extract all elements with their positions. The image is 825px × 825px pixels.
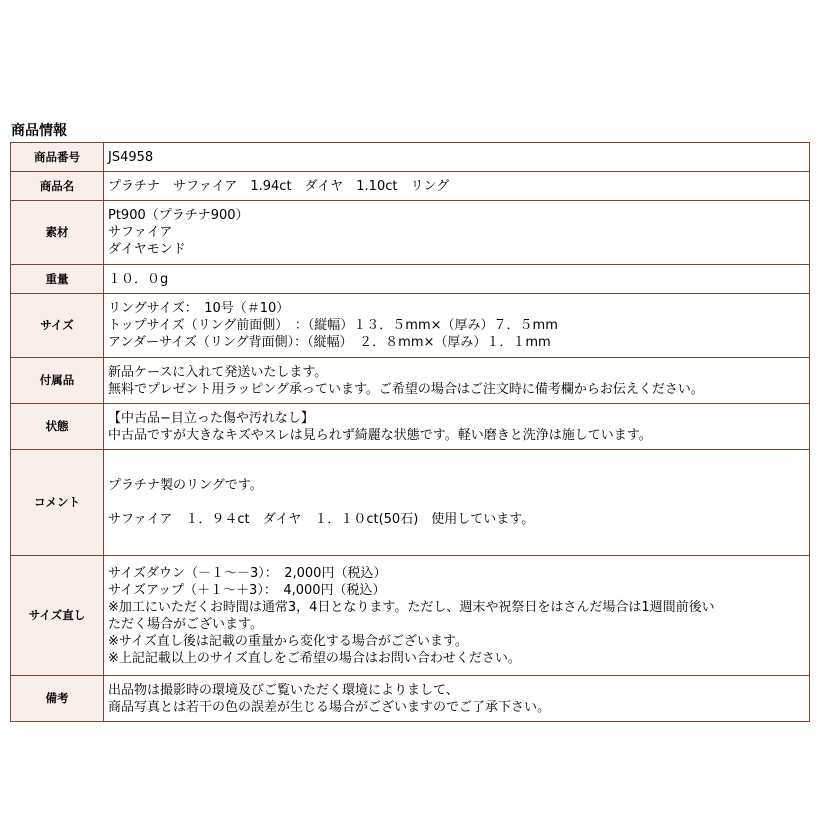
comment-line: サファイア １．９４ct ダイヤ １．１０ct(50石) 使用しています。 <box>108 512 535 527</box>
product-name-label: 商品名 <box>11 172 104 201</box>
row-size <box>11 294 810 358</box>
comment-line <box>108 460 805 477</box>
size-line: リングサイズ： 10号（＃10） <box>108 301 290 316</box>
remarks-label: 備考 <box>11 676 104 722</box>
weight-value <box>104 265 810 294</box>
material-line: ダイヤモンド <box>108 242 186 257</box>
resizing-line: ※サイズ直し後は記載の重量から変化する場合がございます。 <box>108 633 468 649</box>
product-number-label: 商品番号 <box>11 143 104 172</box>
material-label: 素材 <box>11 201 104 265</box>
accessories-label: 付属品 <box>11 358 104 404</box>
material-value <box>104 201 810 265</box>
material-line: サファイア <box>108 225 173 240</box>
comment-value <box>104 450 810 556</box>
comment-label: コメント <box>11 450 104 556</box>
accessories-value <box>104 358 810 404</box>
weight-line: １０．０g <box>108 271 169 287</box>
product-name-line: プラチナ サファイア 1.94ct ダイヤ 1.10ct リング <box>108 178 450 194</box>
row-material <box>11 201 810 265</box>
section-title: 商品情報 <box>11 123 67 139</box>
product-info-section <box>10 120 810 722</box>
comment-line: プラチナ製のリングです。 <box>108 478 263 493</box>
product-number-value <box>104 143 810 172</box>
comment-line <box>108 528 805 545</box>
remarks-line: 出品物は撮影時の環境及びご覧いただく環境によりまして、 <box>108 682 459 698</box>
comment-line <box>108 494 805 511</box>
row-accessories <box>11 358 810 404</box>
product-name-value <box>104 172 810 201</box>
resizing-label: サイズ直し <box>11 556 104 676</box>
row-resizing <box>11 556 810 676</box>
row-remarks <box>11 676 810 722</box>
resizing-line: ただく場合がございます。 <box>108 616 263 632</box>
resizing-line: サイズダウン（－１～－3）： 2,000円（税込） <box>108 565 387 581</box>
size-line: トップサイズ（リング前面側） ：（縦幅）１３．５mm×（厚み）７．５mm <box>108 318 558 333</box>
product-number-line: JS4958 <box>108 149 154 165</box>
condition-label: 状態 <box>11 404 104 450</box>
row-condition <box>11 404 810 450</box>
size-label: サイズ <box>11 294 104 358</box>
condition-line: 中古品ですが大きなキズやスレは見られず綺麗な状態です。軽い磨きと洗浄は施しています。 <box>108 427 652 443</box>
accessories-line: 無料でプレゼント用ラッピング承っています。ご希望の場合はご注文時に備考欄からお伝えください。 <box>108 381 704 397</box>
resizing-line: ※加工にいただくお時間は通常3，4日となります。ただし、週末や祝祭日をはさんだ場合は1週間前後い <box>108 599 715 615</box>
row-weight <box>11 265 810 294</box>
product-info-table <box>10 142 810 722</box>
row-product-number <box>11 143 810 172</box>
remarks-line: 商品写真とは若干の色の誤差が生じる場合がございますのでご了承下さい。 <box>108 699 551 715</box>
size-value <box>104 294 810 358</box>
accessories-line: 新品ケースに入れて発送いたします。 <box>108 364 328 380</box>
condition-value <box>104 404 810 450</box>
condition-line: 【中古品−目立った傷や汚れなし】 <box>108 410 314 426</box>
row-product-name <box>11 172 810 201</box>
weight-label: 重量 <box>11 265 104 294</box>
resizing-value <box>104 556 810 676</box>
material-line: Pt900（プラチナ900） <box>108 208 249 223</box>
size-line: アンダーサイズ（リング背面側）：（縦幅） ２．８mm×（厚み）１．１mm <box>108 335 551 350</box>
remarks-value <box>104 676 810 722</box>
row-comment <box>11 450 810 556</box>
resizing-line: ※上記記載以上のサイズ直しをご希望の場合はお問い合わせください。 <box>108 650 521 666</box>
resizing-line: サイズアップ（＋１～＋3）： 4,000円（税込） <box>108 582 386 598</box>
